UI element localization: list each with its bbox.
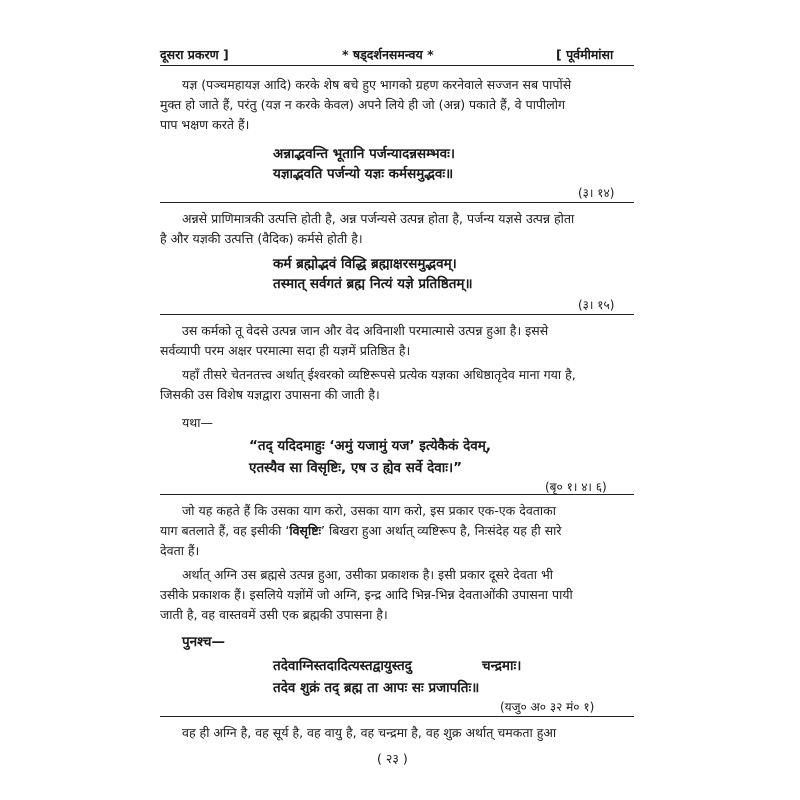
verse2-line2: तस्मात् सर्वगतं ब्रह्म नित्यं यज्ञे प्रतिष्ठितम्॥ — [273, 276, 473, 292]
verse1-line1: अन्नाद्भवन्ति भूतानि पर्जन्यादन्नसम्भवः। — [273, 146, 455, 162]
para6-line1: अर्थात् अग्नि उस ब्रह्मसे उत्पन्न हुआ, उसीका प्रकाशक है। इसी प्रकार दूसरे देवता भी — [182, 567, 554, 582]
para1-line2: मुक्त हो जाते हैं, परंतु (यज्ञ न करके केवल) अपने लिये ही जो (अन्न) पकाते हैं, वे पापीलोग — [160, 97, 566, 112]
para5-line2-end: ’ बिखरा हुआ अर्थात् व्यष्टिरूप है, निःसंदेह यह ही सारे — [321, 523, 562, 538]
divider-4 — [160, 716, 634, 717]
para5-line1: जो यह कहते हैं कि उसका याग करो, उसका याग करो, इस प्रकार एक-एक देवताका — [182, 503, 557, 518]
header-section: [ पूर्वमीमांसा — [556, 47, 614, 62]
divider-1 — [160, 202, 634, 203]
header-chapter: दूसरा प्रकरण ] — [160, 47, 229, 62]
para4-line1: यहाँ तीसरे चेतनतत्त्व अर्थात् ईश्वरको व्यष्टिरूपसे प्रत्येक यज्ञका अधिष्ठातृदेव माना गया है, — [182, 367, 576, 382]
para3-line2: सर्वव्यापी परम अक्षर परमात्मा सदा ही यज्ञमें प्रतिष्ठित है। — [160, 343, 411, 358]
closing-line: वह ही अग्नि है, वह सूर्य है, वह वायु है, वह चन्द्रमा है, वह शुक्र अर्थात् चमकता हुआ — [182, 725, 557, 740]
header-rule — [160, 65, 634, 66]
verse1-reference: (३। १४) — [578, 186, 615, 200]
para2-line1: अन्नसे प्राणिमात्रकी उत्पत्ति होती है, अन्न पर्जन्यसे उत्पन्न होता है, पर्जन्य यज्ञसे उत्पन्न होता — [182, 211, 575, 226]
verse4-line1-part2: चन्द्रमाः। — [482, 658, 522, 674]
verse4-reference: (यजु० अ० ३२ मं० १) — [500, 700, 595, 714]
verse4-line1-part1: तदेवाग्निस्तदादित्यस्तद्वायुस्तदु — [273, 658, 412, 674]
para6-line3: जाती है, वह वास्तवमें उसी एक ब्रह्मकी उपासना है। — [160, 607, 388, 622]
verse3-reference: (बृ० १। ४। ६) — [545, 480, 607, 494]
para4-line2: जिसकी उस विशेष यज्ञद्वारा उपासना की जाती है। — [160, 387, 380, 402]
verse2-line1: कर्म ब्रह्मोद्भवं विद्धि ब्रह्माक्षरसमुद्भवम्। — [273, 256, 457, 272]
para5-line3: देवता हैं। — [160, 543, 200, 558]
para2-line2: है और यज्ञकी उत्पत्ति (वैदिक) कर्मसे होती है। — [160, 231, 363, 246]
verse4-line2: तदेव शुक्रं तद् ब्रह्म ता आपः सः प्रजापतिः॥ — [273, 680, 480, 696]
yatha-label: यथा— — [182, 415, 213, 430]
verse1-line2: यज्ञाद्भवति पर्जन्यो यज्ञः कर्मसमुद्भवः॥ — [273, 166, 454, 182]
para1-line1: यज्ञ (पञ्चमहायज्ञ आदि) करके शेष बचे हुए भागको ग्रहण करनेवाले सज्जन सब पापोंसे — [182, 77, 572, 92]
verse3-line2: एतस्यैव सा विसृष्टिः, एष उ ह्येव सर्वे देवाः।” — [249, 460, 462, 476]
page-number: ( २३ ) — [377, 751, 408, 766]
para6-line2: उसीके प्रकाशक हैं। इसलिये यज्ञोंमें जो अग्नि, इन्द्र आदि भिन्न-भिन्न देवताओंकी उपासना पायी — [160, 587, 573, 602]
para5-line2 — [160, 522, 562, 539]
para5-emphasis-visrishti: विसृष्टिः — [289, 523, 322, 538]
header-book-title: * षड्दर्शनसमन्वय * — [342, 47, 434, 62]
para5-line2-start: याग बतलाते हैं, वह इसीकी ‘ — [160, 523, 290, 538]
divider-3 — [160, 494, 634, 495]
para3-line1: उस कर्मको तू वेदसे उत्पन्न जान और वेद अविनाशी परमात्मासे उत्पन्न हुआ है। इससे — [182, 323, 549, 338]
divider-2 — [160, 314, 634, 315]
para1-line3: पाप भक्षण करते हैं। — [160, 117, 250, 132]
verse3-line1: “तद् यदिदमाहुः ‘अमुं यजामुं यज’ इत्येकैकं देवम्, — [249, 438, 491, 454]
verse2-reference: (३। १५) — [578, 298, 615, 312]
punashcha-label: पुनश्च— — [182, 634, 225, 650]
